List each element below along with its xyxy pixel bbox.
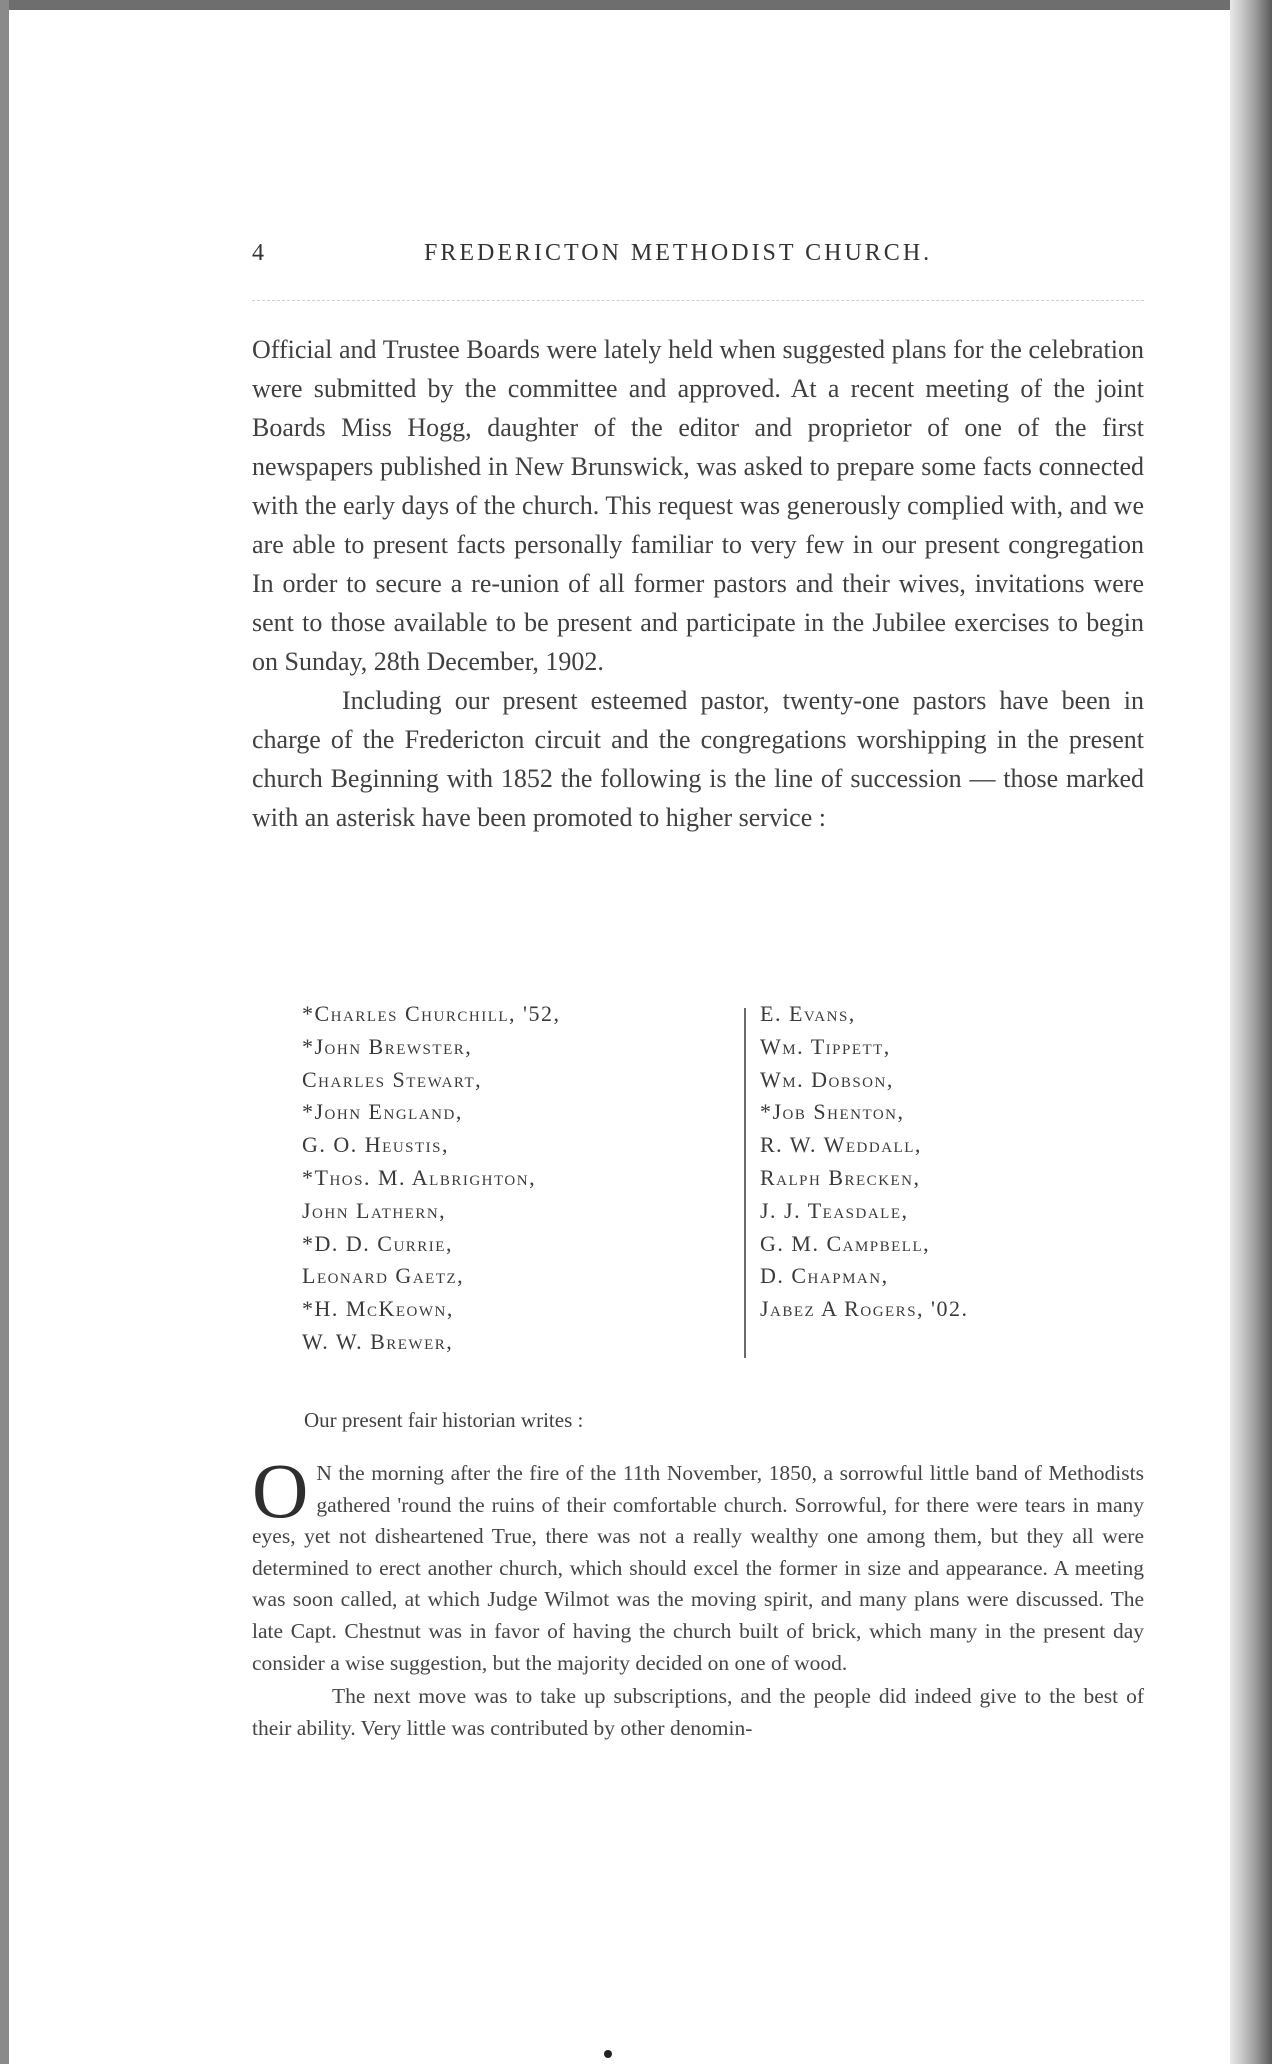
pastor-list-right	[760, 998, 1090, 1326]
pastor-name: Wm. Tippett,	[760, 1033, 891, 1059]
pastor-name: G. M. Campbell,	[760, 1230, 931, 1256]
intro-paragraph-2: Including our present esteemed pastor, twenty-one pastors have been in charge of the Fredericton circuit and the congregations worshipping in the present church Beginning with 1852 the following is the line of succession — those marked with an asterisk have been promoted to higher service :	[252, 686, 1144, 832]
quote-paragraph-2: The next move was to take up subscriptions, and the people did indeed give to the best of their ability. Very little was contributed by other denomin-	[252, 1684, 1144, 1740]
pastor-name: Leonard Gaetz,	[302, 1263, 465, 1289]
pastor-name: D. Chapman,	[760, 1263, 889, 1289]
intro-paragraph-1: Official and Trustee Boards were lately held when suggested plans for the celebration were submitted by the committee and approved. At a recent meeting of the joint Boards Miss Hogg, daughter of the editor and proprietor of one of the first newspapers published in New Brunswick, was asked to prepare some facts connected with the early days of the church. This request was generously complied with, and we are able to present facts personally familiar to very few in our present congregation In order to secure a re-union of all former pastors and their wives, invitations were sent to those available to be present and participate in the Jubilee exercises to begin on Sunday, 28th December, 1902.	[252, 335, 1144, 676]
pastor-name: *Job Shenton,	[760, 1099, 905, 1125]
historian-quote	[252, 1447, 1144, 1744]
page-number: 4	[252, 240, 264, 266]
scan-right-edge	[1230, 0, 1272, 2064]
pastor-name: Charles Stewart,	[302, 1066, 483, 1092]
pastor-name: *H. McKeown,	[302, 1296, 454, 1322]
pastor-list-left	[302, 998, 682, 1359]
pastor-name: Ralph Brecken,	[760, 1164, 921, 1190]
pastor-roster	[302, 998, 1092, 1362]
historian-intro: Our present fair historian writes :	[304, 1408, 584, 1432]
pastor-name: *John Brewster,	[302, 1033, 473, 1059]
running-title: FREDERICTON METHODIST CHURCH.	[424, 240, 933, 266]
pastor-name: Wm. Dobson,	[760, 1066, 894, 1092]
page-header	[252, 240, 1144, 280]
intro-text	[252, 330, 1144, 837]
header-divider	[252, 300, 1144, 301]
pastor-name: *Charles Churchill, '52,	[302, 1001, 561, 1026]
quote-paragraph-1	[252, 1447, 1144, 1679]
pastor-name: E. Evans,	[760, 1001, 856, 1026]
roster-column-divider	[744, 1008, 746, 1358]
pastor-name: *Thos. M. Albrighton,	[302, 1164, 537, 1190]
pastor-name: J. J. Teasdale,	[760, 1197, 909, 1223]
pastor-name: W. W. Brewer,	[302, 1328, 454, 1354]
pastor-name: G. O. Heustis,	[302, 1132, 450, 1158]
pastor-name: John Lathern,	[302, 1197, 447, 1223]
book-page	[252, 0, 1144, 2064]
quote-paragraph-1-text: N the morning after the fire of the 11th November, 1850, a sorrowful little band of Methodists gathered 'round the ruins of their comfortable church. Sorrowful, for there were tears in many eyes, yet not disheartened True, there was not a really wealthy one among them, but they all were determined to erect another church, which should excel the former in size and appearance. A meeting was soon called, at which Judge Wilmot was the moving spirit, and many plans were discussed. The late Capt. Chestnut was in favor of having the church built of brick, which many in the present day consider a wise suggestion, but the majority decided on one of wood.	[252, 1461, 1144, 1675]
pastor-name: Jabez A Rogers, '02.	[760, 1296, 969, 1322]
pastor-name: *D. D. Currie,	[302, 1230, 453, 1256]
pastor-name: R. W. Weddall,	[760, 1132, 922, 1158]
pastor-name: *John England,	[302, 1099, 463, 1125]
scan-left-edge	[0, 0, 9, 2064]
drop-cap: O	[252, 1447, 309, 1534]
